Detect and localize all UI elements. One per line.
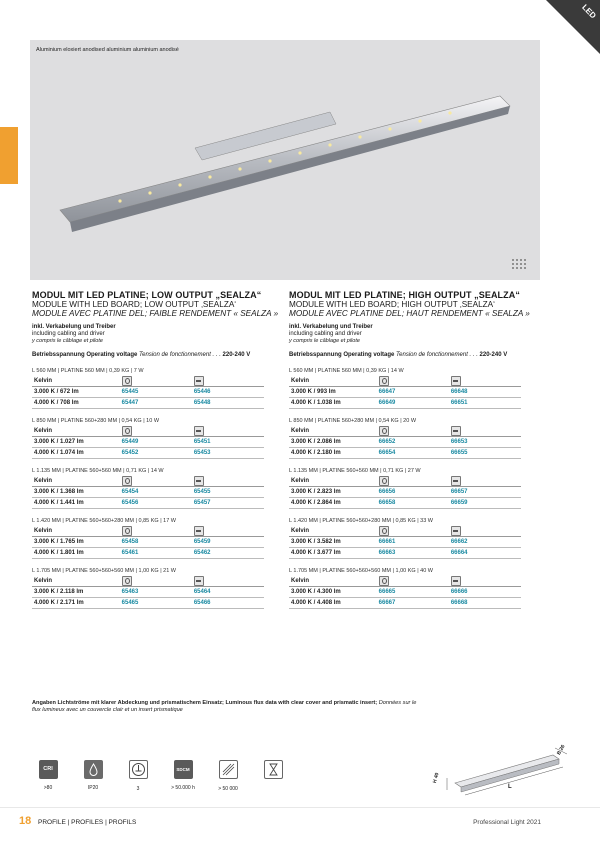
lifetime-block: > 50 000 [212, 760, 244, 792]
section-title: L 1.135 MM | PLATINE 560+560 MM | 0,71 KG | 14 W [32, 468, 164, 474]
section-title: L 1.135 MM | PLATINE 560+560 MM | 0,71 KG | 27 W [289, 468, 421, 474]
column-title-de: MODUL MIT LED PLATINE; HIGH OUTPUT „SEALZA“ [289, 290, 520, 300]
column-title-fr: MODULE AVEC PLATINE DEL; HAUT RENDEMENT « SEALZA » [289, 309, 530, 318]
table-row: 3.000 K / 2.118 lm 65463 65464 [32, 587, 264, 598]
table-row: 4.000 K / 1.038 lm 66649 66651 [289, 398, 521, 409]
on-off-icon [122, 426, 132, 436]
table-row: 3.000 K / 1.368 lm 65454 65455 [32, 487, 264, 498]
photo-caption: Aluminium eloxiert anodised aluminium aluminium anodisé [36, 47, 179, 53]
dimmable-icon [194, 476, 204, 486]
kelvin-label: Kelvin [32, 376, 120, 387]
table-row: 3.000 K / 1.027 lm 65449 65451 [32, 437, 264, 448]
on-off-icon [379, 426, 389, 436]
category-label: PROFILE | PROFILES | PROFILS [38, 819, 137, 826]
product-table: Kelvin 3.000 K / 4.300 lm 66665 66666 4.000 K / 4.408 lm 66667 66668 [289, 576, 521, 609]
incl-en: including cabling and driver [289, 331, 362, 337]
ip-block: IP20 [77, 760, 109, 791]
dimmable-icon [451, 476, 461, 486]
table-row: 4.000 K / 2.180 lm 66654 66655 [289, 448, 521, 459]
product-table: Kelvin 3.000 K / 1.765 lm 65458 65459 4.000 K / 1.801 lm 65461 65462 [32, 526, 264, 559]
led-module-illustration [30, 40, 540, 280]
class-icon [129, 760, 148, 779]
catalog-label: Professional Light 2021 [473, 819, 541, 826]
column-high-output [289, 290, 559, 609]
table-row: 3.000 K / 672 lm 65445 65446 [32, 387, 264, 398]
column-title-en: MODULE WITH LED BOARD; LOW OUTPUT ‚SEALZA‘ [32, 300, 237, 309]
dimmable-icon [194, 576, 204, 586]
table-row: 4.000 K / 2.171 lm 65465 65466 [32, 598, 264, 609]
footer-rule [0, 807, 600, 808]
section-title: L 1.420 MM | PLATINE 560+560+280 MM | 0,85 KG | 33 W [289, 518, 433, 524]
cri-block: CRI >80 [32, 760, 64, 791]
table-row: 3.000 K / 4.300 lm 66665 66666 [289, 587, 521, 598]
product-table: Kelvin 3.000 K / 2.823 lm 66656 66657 4.000 K / 2.864 lm 66658 66659 [289, 476, 521, 509]
on-off-icon [122, 576, 132, 586]
column-low-output [32, 290, 302, 609]
column-title-de: MODUL MIT LED PLATINE; LOW OUTPUT „SEALZA“ [32, 290, 262, 300]
voltage-line: Betriebsspannung Operating voltage Tension de fonctionnement . . . 220-240 V [32, 352, 251, 358]
product-table: Kelvin 3.000 K / 2.118 lm 65463 65464 4.000 K / 2.171 lm 65465 65466 [32, 576, 264, 609]
incl-de: inkl. Verkabelung und Treiber [289, 324, 373, 330]
table-row: 4.000 K / 1.441 lm 65456 65457 [32, 498, 264, 509]
on-off-icon [122, 376, 132, 386]
product-table: Kelvin 3.000 K / 3.582 lm 66661 66662 4.000 K / 3.677 lm 66663 66664 [289, 526, 521, 559]
sdcm-block: SDCM > 50.000 h [167, 760, 199, 791]
section-tab [0, 127, 18, 184]
dimmable-icon [451, 576, 461, 586]
on-off-icon [122, 526, 132, 536]
column-title-fr: MODULE AVEC PLATINE DEL; FAIBLE RENDEMENT « SEALZA » [32, 309, 279, 318]
table-row: 4.000 K / 708 lm 65447 65448 [32, 398, 264, 409]
column-title-en: MODULE WITH LED BOARD; HIGH OUTPUT ‚SEALZA‘ [289, 300, 495, 309]
on-off-icon [379, 476, 389, 486]
incl-en: including cabling and driver [32, 331, 105, 337]
hours-block [257, 760, 289, 779]
dimmable-icon [194, 376, 204, 386]
on-off-icon [379, 376, 389, 386]
on-off-icon [379, 526, 389, 536]
dimmable-icon [194, 426, 204, 436]
table-row: 4.000 K / 1.074 lm 65452 65453 [32, 448, 264, 459]
table-row: 4.000 K / 1.801 lm 65461 65462 [32, 548, 264, 559]
product-table: Kelvin 3.000 K / 2.086 lm 66652 66653 4.000 K / 2.180 lm 66654 66655 [289, 426, 521, 459]
incl-fr: y compris le câblage et pilote [32, 338, 103, 344]
ip-icon [84, 760, 103, 779]
on-off-icon [122, 476, 132, 486]
on-off-icon [379, 576, 389, 586]
dimmable-icon [451, 376, 461, 386]
dim-width: B 26 [556, 743, 567, 757]
section-title: L 1.705 MM | PLATINE 560+560+560 MM | 1,00 KG | 40 W [289, 568, 433, 574]
incl-fr: y compris le câblage et pilote [289, 338, 360, 344]
section-title: L 560 MM | PLATINE 560 MM | 0,39 KG | 7 W [32, 368, 144, 374]
product-table: Kelvin 3.000 K / 1.368 lm 65454 65455 4.000 K / 1.441 lm 65456 65457 [32, 476, 264, 509]
section-title: L 1.705 MM | PLATINE 560+560+560 MM | 1,00 KG | 21 W [32, 568, 176, 574]
cri-icon: CRI [39, 760, 58, 779]
product-table [32, 376, 264, 409]
product-table: Kelvin 3.000 K / 993 lm 66647 66648 4.000 K / 1.038 lm 66649 66651 [289, 376, 521, 409]
dimmable-icon [194, 526, 204, 536]
lifetime-icon [219, 760, 238, 779]
section-title: L 850 MM | PLATINE 560+280 MM | 0,54 KG | 10 W [32, 418, 160, 424]
dimmable-icon [451, 426, 461, 436]
hourglass-icon [264, 760, 283, 779]
table-row: 3.000 K / 2.086 lm 66652 66653 [289, 437, 521, 448]
flux-note: Angaben Lichtströme mit klarer Abdeckung und prismatischem Einsatz; Luminous flux data with clear cover and prismatic insert; Données sur le flux lumineux avec un couvercle clair et un insert prismatique [32, 700, 417, 713]
dimension-drawing [425, 745, 575, 800]
table-row: 3.000 K / 3.582 lm 66661 66662 [289, 537, 521, 548]
dim-length: L [508, 784, 512, 790]
sdcm-icon: SDCM [174, 760, 193, 779]
product-table: Kelvin 3.000 K / 1.027 lm 65449 65451 4.000 K / 1.074 lm 65452 65453 [32, 426, 264, 459]
table-row: 3.000 K / 1.765 lm 65458 65459 [32, 537, 264, 548]
light-distribution-icon [509, 254, 529, 274]
page-number: 18 [19, 815, 32, 827]
table-row: 3.000 K / 993 lm 66647 66648 [289, 387, 521, 398]
section-title: L 560 MM | PLATINE 560 MM | 0,39 KG | 14 W [289, 368, 404, 374]
table-row: 4.000 K / 3.677 lm 66663 66664 [289, 548, 521, 559]
table-row: 4.000 K / 2.864 lm 66658 66659 [289, 498, 521, 509]
table-row: 4.000 K / 4.408 lm 66667 66668 [289, 598, 521, 609]
incl-de: inkl. Verkabelung und Treiber [32, 324, 116, 330]
dim-height: H 40 [432, 772, 441, 784]
led-badge-label: LED [580, 2, 598, 21]
class-block: 3 [122, 760, 154, 792]
section-title: L 850 MM | PLATINE 560+280 MM | 0,54 KG | 20 W [289, 418, 417, 424]
section-title: L 1.420 MM | PLATINE 560+560+280 MM | 0,85 KG | 17 W [32, 518, 176, 524]
dimmable-icon [451, 526, 461, 536]
voltage-line: Betriebsspannung Operating voltage Tension de fonctionnement . . . 220-240 V [289, 352, 508, 358]
feature-icons [32, 760, 289, 792]
product-photo [30, 40, 540, 280]
table-row: 3.000 K / 2.823 lm 66656 66657 [289, 487, 521, 498]
